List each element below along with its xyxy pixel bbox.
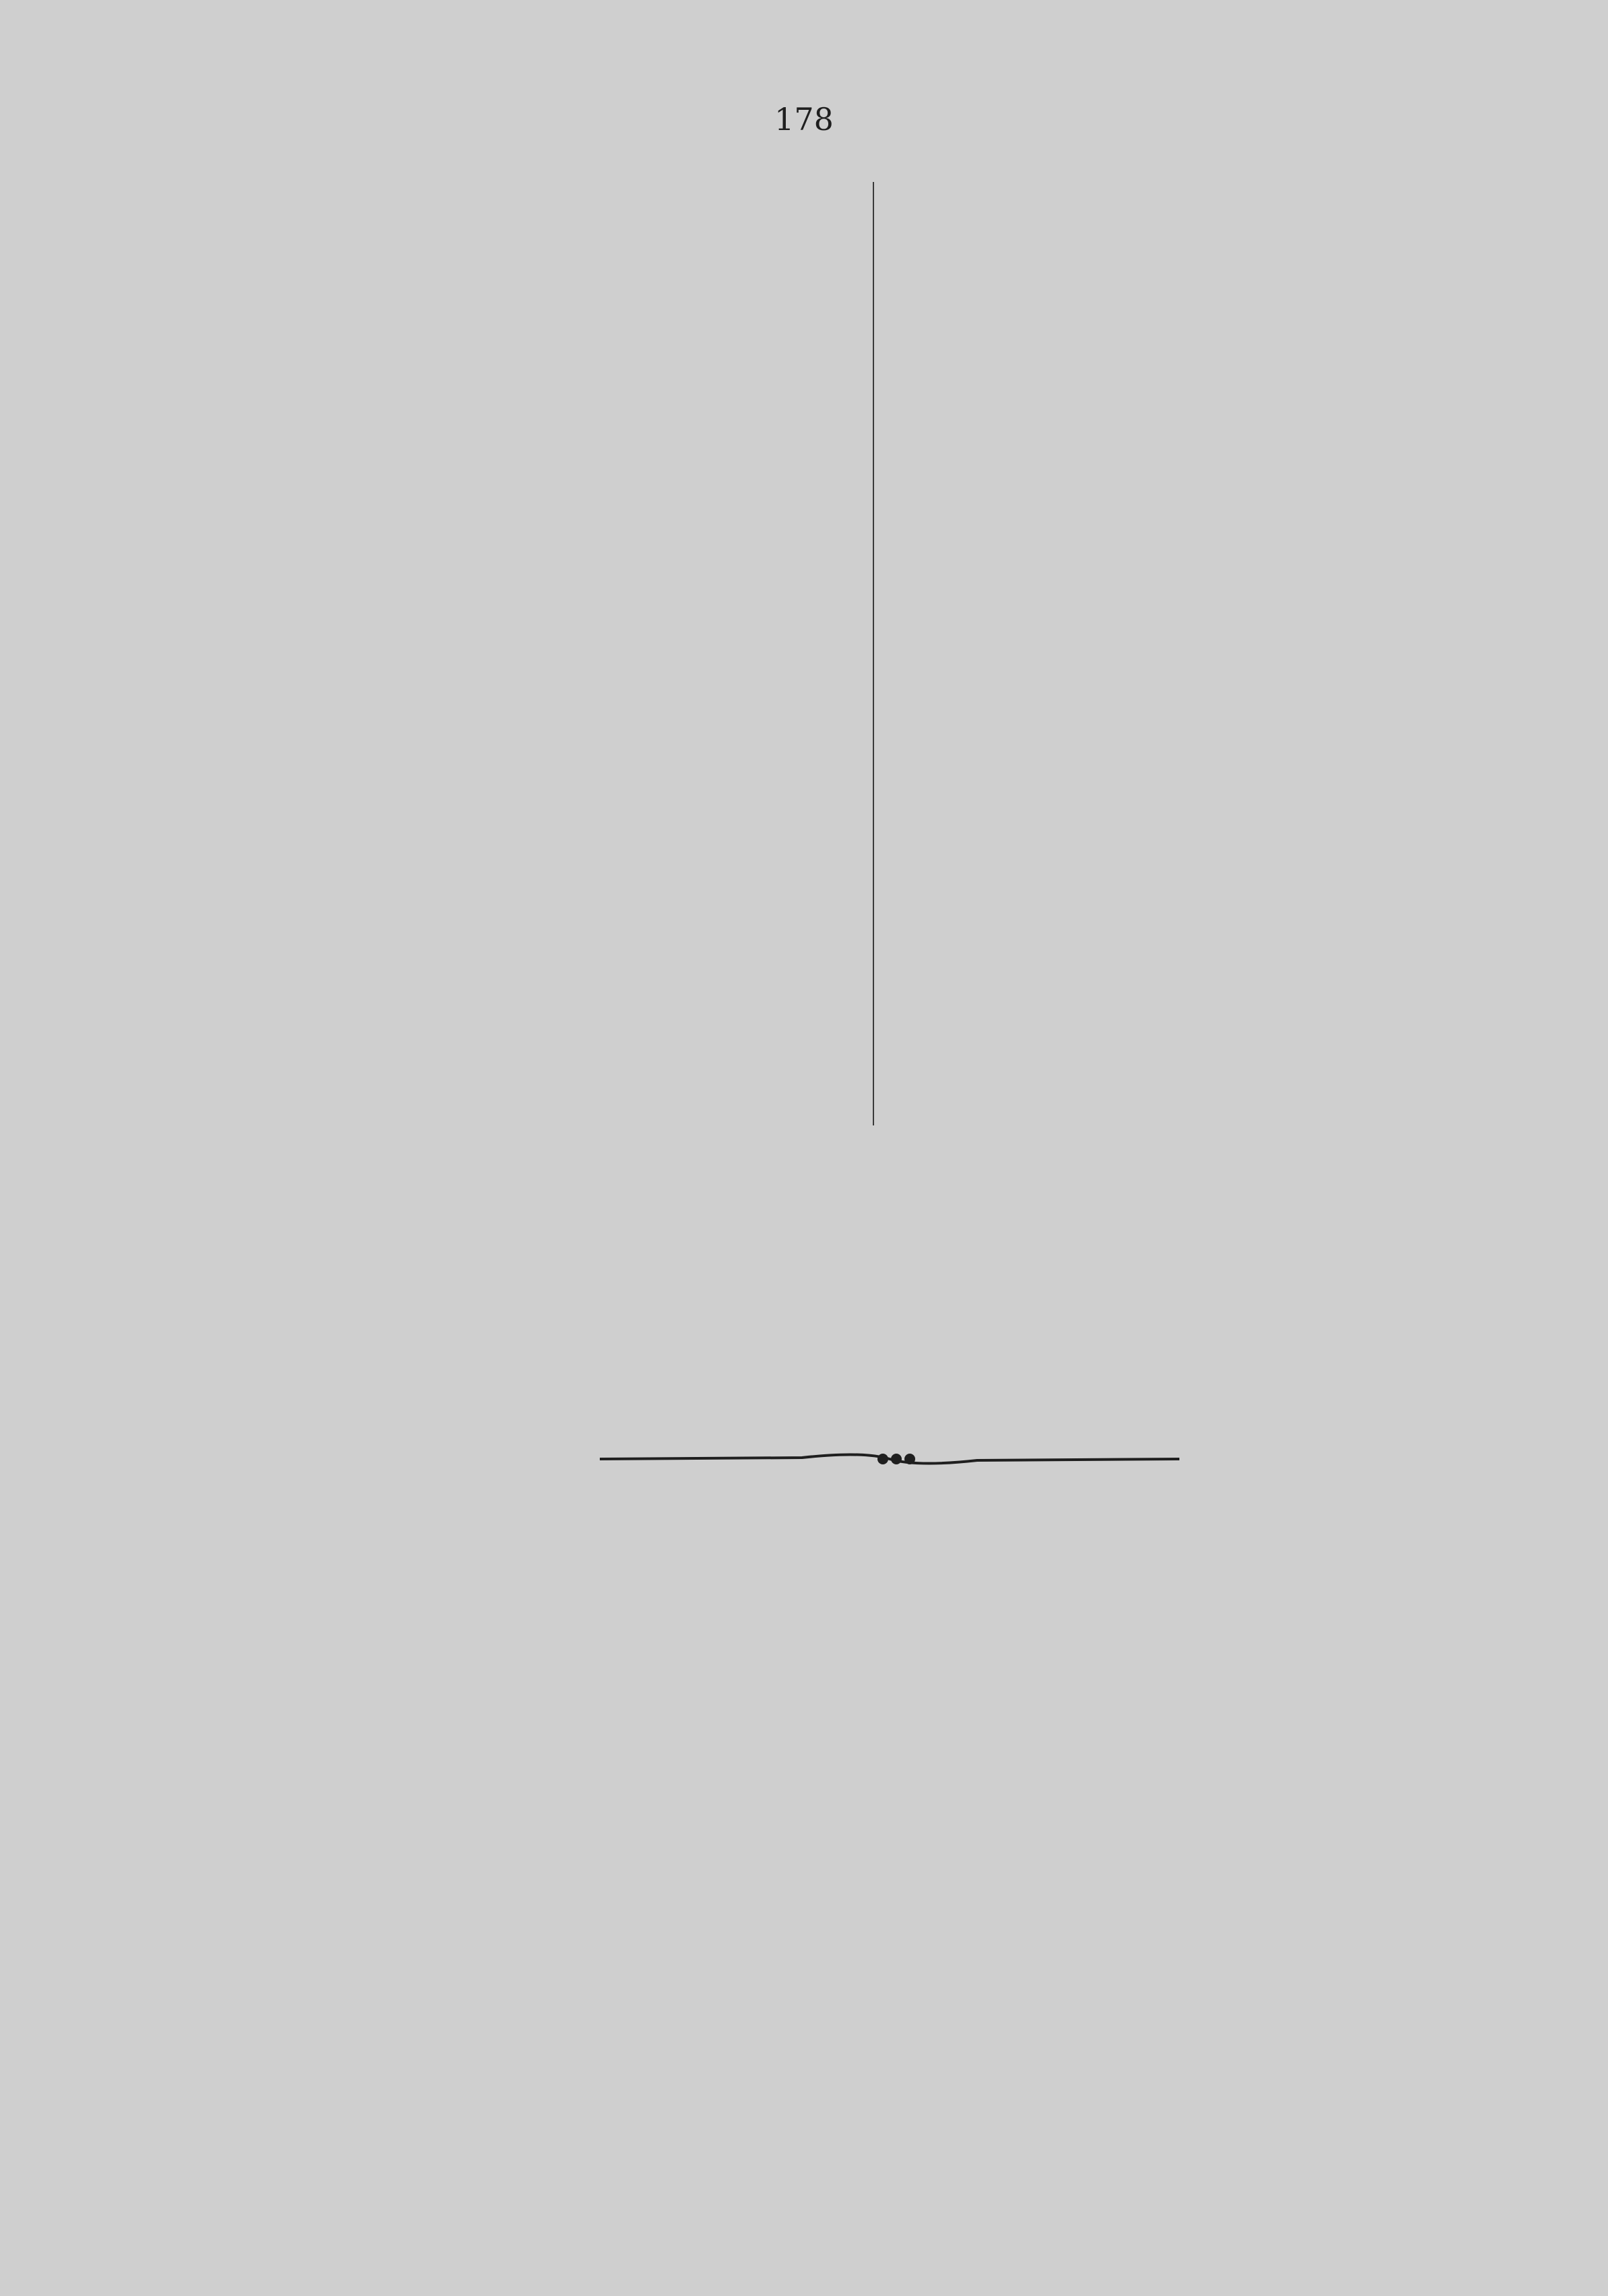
left-column <box>199 182 859 189</box>
ornament-rule-icon <box>600 1446 1179 1472</box>
right-column <box>893 182 1553 209</box>
page-number: 178 <box>774 101 834 137</box>
column-divider <box>873 182 874 1125</box>
